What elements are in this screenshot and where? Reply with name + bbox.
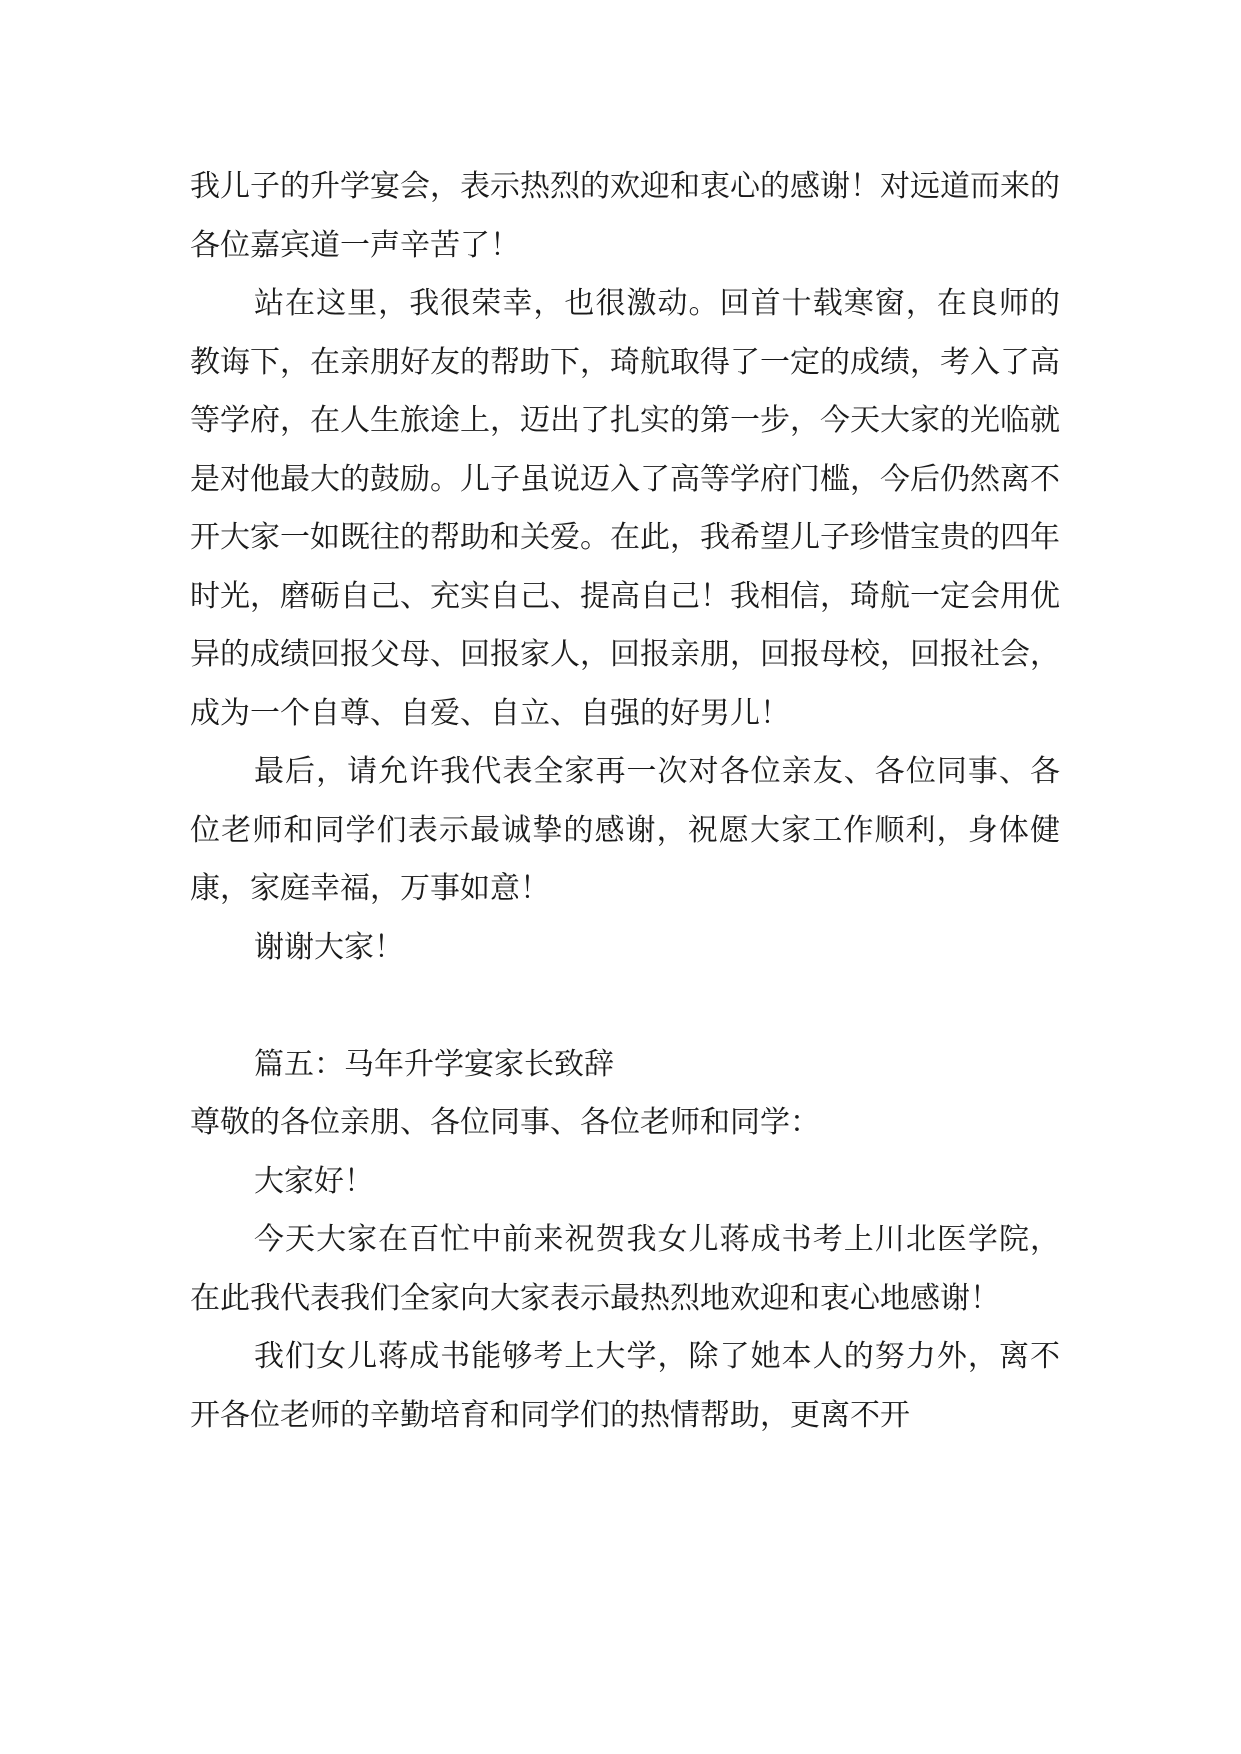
section-paragraph-congrats: 今天大家在百忙中前来祝贺我女儿蒋成书考上川北医学院，在此我代表我们全家向大家表示最热烈地欢迎和衷心地感谢！: [190, 1222, 1060, 1316]
section-greeting: 大家好！: [254, 1163, 374, 1199]
paragraph-reflection: 站在这里，我很荣幸，也很激动。回首十载寒窗，在良师的教诲下，在亲朋好友的帮助下，琦航取得了一定的成绩，考入了高等学府，在人生旅途上，迈出了扎实的第一步，今天大家的光临就是对他最大的鼓励。儿子虽说迈入了高等学府门槛，今后仍然离不开大家一如既往的帮助和关爱。在此，我希望儿子珍惜宝贵的四年时光，磨砺自己、充实自己、提高自己！我相信，琦航一定会用优异的成绩回报父母、回报家人，回报亲朋，回报母校，回报社会，成为一个自尊、自爱、自立、自强的好男儿！: [190, 286, 1060, 731]
section-title: 篇五：马年升学宴家长致辞: [254, 1046, 614, 1082]
section-paragraph-gratitude: 我们女儿蒋成书能够考上大学，除了她本人的努力外，离不开各位老师的辛勤培育和同学们的热情帮助，更离不开: [190, 1339, 1060, 1433]
paragraph-opening: 我儿子的升学宴会，表示热烈的欢迎和衷心的感谢！对远道而来的各位嘉宾道一声辛苦了！: [190, 169, 1060, 263]
paragraph-thank-you: 谢谢大家！: [254, 929, 404, 965]
section-salutation: 尊敬的各位亲朋、各位同事、各位老师和同学：: [190, 1105, 820, 1140]
document-body: [190, 158, 1060, 1445]
paragraph-closing-thanks: 最后，请允许我代表全家再一次对各位亲友、各位同事、各位老师和同学们表示最诚挚的感谢，祝愿大家工作顺利，身体健康，家庭幸福，万事如意！: [190, 754, 1060, 906]
